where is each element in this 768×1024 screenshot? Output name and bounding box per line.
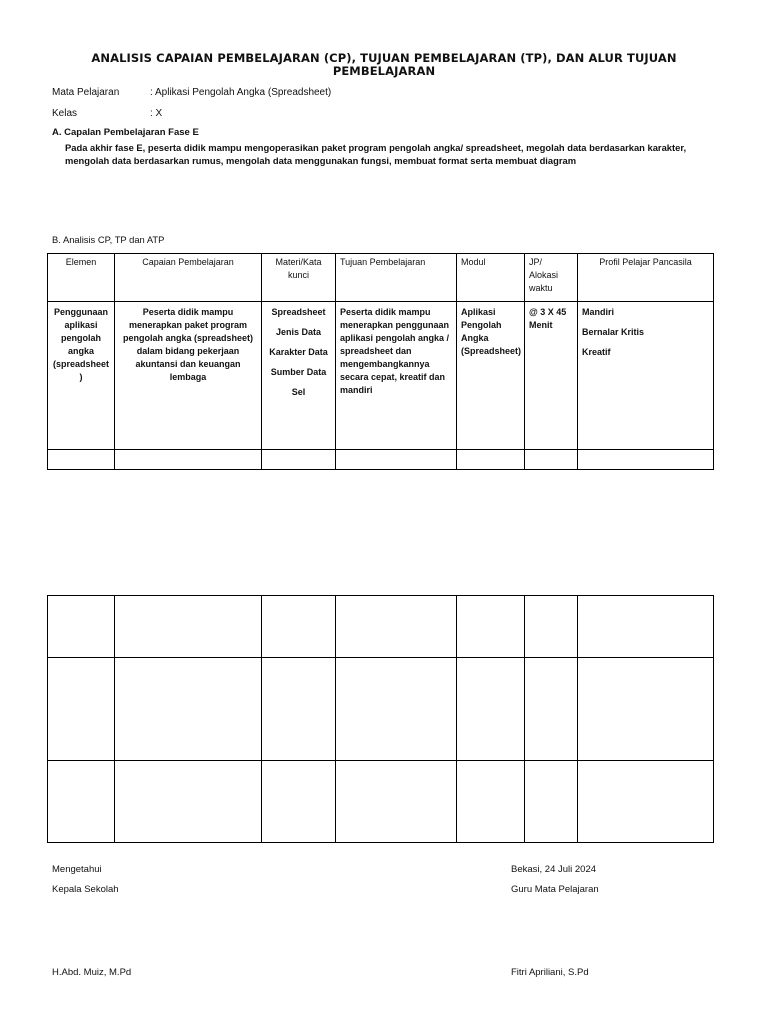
sig-right-name: Fitri Apriliani, S.Pd <box>511 967 589 978</box>
empty-table <box>47 595 714 843</box>
profil-item: Mandiri <box>582 307 615 317</box>
mapel-value: : Aplikasi Pengolah Angka (Spreadsheet) <box>150 87 332 98</box>
materi-item: Jenis Data <box>275 327 322 337</box>
profil-item: Kreatif <box>582 347 611 357</box>
section-b-heading: B. Analisis CP, TP dan ATP <box>52 234 165 245</box>
kelas-label: Kelas <box>52 108 78 119</box>
section-a-paragraph: Pada akhir fase E, peserta didik mampu mengoperasikan paket program pengolah angka/ spreadsheet, megolah data berdasarkan karakter, mengolah data berdasarkan rumus, mengolah data menggunakan fungsi, membuat format serta membuat diagram <box>65 142 687 166</box>
cell-modul: Aplikasi Pengolah Angka (Spreadsheet) <box>457 302 525 450</box>
cell-materi <box>262 302 336 450</box>
materi-item: Spreadsheet <box>271 307 326 317</box>
empty-row <box>48 658 714 761</box>
table-row <box>48 302 714 450</box>
header-profil: Profil Pelajar Pancasila <box>578 254 714 302</box>
cell-profil <box>578 302 714 450</box>
cell-capaian: Peserta didik mampu menerapkan paket program pengolah angka (spreadsheet) dalam bidang pekerjaan akuntansi dan keuangan lembaga <box>115 302 262 450</box>
empty-row <box>48 596 714 658</box>
sig-right-line1: Bekasi, 24 Juli 2024 <box>511 864 597 875</box>
header-modul: Modul <box>457 254 525 302</box>
sig-left-line2: Kepala Sekolah <box>52 884 119 895</box>
table-row-empty <box>48 450 714 470</box>
cell-jp: @ 3 X 45 Menit <box>525 302 578 450</box>
sig-left-line1: Mengetahui <box>52 864 102 875</box>
section-a-heading: A. Capalan Pembelajaran Fase E <box>52 127 199 138</box>
document-title: ANALISIS CAPAIAN PEMBELAJARAN (CP), TUJUAN PEMBELAJARAN (TP), DAN ALUR TUJUAN PEMBELAJARAN <box>91 51 677 78</box>
header-materi: Materi/Kata kunci <box>262 254 336 302</box>
header-tujuan: Tujuan Pembelajaran <box>336 254 457 302</box>
kelas-value: : X <box>150 108 163 119</box>
cell-tujuan: Peserta didik mampu menerapkan penggunaan aplikasi pengolah angka / spreadsheet dan mengembangkannya secara cepat, kreatif dan mandiri <box>336 302 457 450</box>
materi-item: Sel <box>291 387 306 397</box>
cell-elemen: Penggunaan aplikasi pengolah angka (spreadsheet ) <box>48 302 115 450</box>
header-jp: JP/ Alokasi waktu <box>525 254 578 302</box>
materi-item: Sumber Data <box>270 367 327 377</box>
mapel-label: Mata Pelajaran <box>52 87 120 98</box>
table-header-row <box>48 254 714 302</box>
analysis-table <box>47 253 714 470</box>
header-elemen: Elemen <box>48 254 115 302</box>
sig-left-name: H.Abd. Muiz, M.Pd <box>52 967 132 978</box>
profil-item: Bernalar Kritis <box>582 327 645 337</box>
empty-row <box>48 761 714 843</box>
header-capaian: Capaian Pembelajaran <box>115 254 262 302</box>
sig-right-line2: Guru Mata Pelajaran <box>511 884 599 895</box>
materi-item: Karakter Data <box>269 347 328 357</box>
